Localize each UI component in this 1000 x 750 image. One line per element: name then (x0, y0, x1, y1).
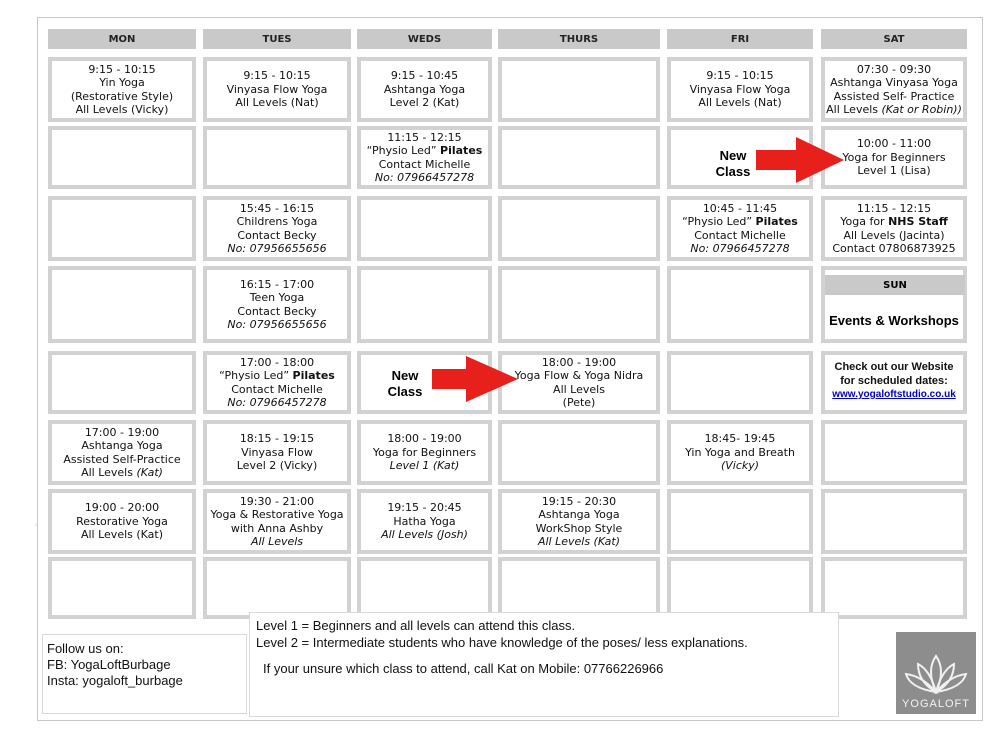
cell-row (379, 158, 471, 172)
header-tues: TUES (203, 29, 351, 49)
cell-line: 19:00 - 20:00 (84, 501, 160, 515)
cell-line: 18:00 - 19:00 (387, 432, 462, 446)
cell-row (857, 202, 931, 216)
class-cell-fri_r1 (667, 57, 813, 122)
cell-line: Yoga & Restorative Yoga (210, 508, 344, 521)
cell-row (840, 215, 948, 229)
cell-row (81, 439, 162, 453)
cell-row (857, 137, 931, 151)
class-cell-tue_r5 (203, 351, 351, 414)
cell-line: 10:00 - 11:00 (856, 137, 932, 151)
cell-row (536, 522, 623, 536)
cell-line: Contact Michelle (694, 228, 786, 242)
cell-line: 07:30 - 09:30 (856, 62, 932, 76)
cell-line: Yoga for Beginners (372, 445, 477, 459)
cell-row (843, 229, 944, 243)
cell-line: Contact Becky (237, 228, 317, 242)
cell-line: Vinyasa Flow Yoga (689, 82, 791, 96)
cell-line: 17:00 - 19:00 (84, 425, 160, 439)
class-cell-mon_r2 (48, 126, 196, 189)
header-fri: FRI (667, 29, 813, 49)
cell-line: “Physio Led” (682, 215, 756, 228)
cell-row (251, 535, 303, 549)
cell-row (240, 432, 314, 446)
cell-line: (Restorative Style) (70, 89, 174, 103)
follow-heading: Follow us on: (47, 641, 124, 656)
cell-line: Pilates (755, 215, 798, 228)
cell-line: All Levels (81, 466, 137, 479)
cell-row (705, 432, 776, 446)
cell-row (387, 131, 461, 145)
class-cell-sat_r3 (821, 196, 967, 261)
class-cell-wed_r7 (357, 489, 492, 554)
follow-facebook: FB: YogaLoftBurbage (47, 657, 171, 672)
cell-line: Contact Becky (237, 304, 317, 318)
cell-row (563, 396, 596, 410)
class-cell-tue_r4 (203, 266, 351, 343)
header-sun: SUN (825, 275, 965, 295)
follow-box (42, 634, 247, 714)
class-cell-tue_r7 (203, 489, 351, 554)
cell-line: “Physio Led” (366, 144, 441, 157)
cell-row (240, 202, 314, 216)
cell-row (231, 522, 323, 536)
cell-row (210, 508, 343, 522)
cell-line: 17:00 - 18:00 (239, 355, 315, 369)
header-sat: SAT (821, 29, 967, 49)
cell-line: Assisted Self-Practice (63, 452, 181, 466)
cell-line: All Levels (Vicky) (75, 103, 169, 116)
cell-line: All Levels (826, 103, 882, 116)
cell-line: Vinyasa Flow (241, 445, 313, 459)
class-cell-mon_r5 (48, 351, 196, 414)
header-thurs: THURS (498, 29, 660, 49)
class-cell-thu_r3 (498, 196, 660, 261)
cell-line: All Levels (250, 535, 304, 548)
arrow-icon (756, 137, 846, 183)
cell-line: Yin Yoga and Breath (685, 445, 795, 459)
cell-row (842, 151, 945, 165)
cell-line: (Kat) (136, 466, 163, 479)
cell-row (830, 76, 958, 90)
new-class-line2: Class (387, 384, 423, 399)
cell-line: (Pete) (562, 396, 596, 409)
cell-row (682, 215, 798, 229)
cell-row (857, 164, 930, 178)
class-cell-fri_r3 (667, 196, 813, 261)
class-cell-thu_r4 (498, 266, 660, 343)
cell-line: No: 07966457278 (227, 396, 327, 409)
cell-line: 9:15 - 10:15 (243, 69, 311, 83)
cell-line: All Levels (Nat) (698, 96, 782, 110)
class-cell-fri_r8 (667, 557, 813, 619)
cell-line: Ashtanga Yoga (538, 508, 620, 521)
cell-line: NHS Staff (888, 215, 948, 228)
cell-row (63, 453, 180, 467)
cell-line: 16:15 - 17:00 (239, 277, 315, 291)
class-cell-sat_r8 (821, 557, 967, 619)
cell-line: All Levels (Kat) (537, 535, 621, 548)
cell-line: Assisted Self- Practice (833, 89, 955, 103)
cell-row (390, 459, 460, 473)
cell-row (240, 278, 314, 292)
cell-line: Teen Yoga (249, 291, 305, 304)
cell-row (542, 356, 616, 370)
cell-row (373, 446, 476, 460)
cell-row (832, 242, 955, 256)
cell-line: Restorative Yoga (76, 514, 168, 528)
class-cell-sat_r6 (821, 420, 967, 485)
cell-row (538, 508, 619, 522)
cell-line: 11:15 - 12:15 (856, 201, 932, 215)
class-cell-wed_r4 (357, 266, 492, 343)
class-cell-wed_r8 (357, 557, 492, 619)
cell-row (237, 215, 318, 229)
class-cell-fri_r4 (667, 266, 813, 343)
class-cell-wed_r3 (357, 196, 492, 261)
cell-line: 15:45 - 16:15 (239, 201, 315, 215)
cell-line: Level 2 (Vicky) (236, 459, 318, 473)
cell-line: Childrens Yoga (236, 215, 318, 228)
new-class-line1: New (719, 148, 747, 163)
cell-row (690, 242, 789, 256)
cell-row (703, 202, 777, 216)
cell-row (240, 356, 314, 370)
cell-row (227, 83, 328, 97)
cell-row (698, 96, 781, 110)
cell-row (85, 501, 159, 515)
class-cell-thu_r8 (498, 557, 660, 619)
class-cell-sat_r7 (821, 489, 967, 554)
cell-row (706, 69, 773, 83)
legend-box (249, 612, 839, 717)
class-cell-fri_r5 (667, 351, 813, 414)
cell-row (237, 459, 318, 473)
cell-line: Contact Michelle (231, 382, 323, 396)
new-class-label-thurs (380, 368, 430, 400)
cell-line: (Vicky) (720, 459, 760, 473)
cell-line: 19:15 - 20:30 (541, 494, 617, 508)
cell-line: 19:30 - 21:00 (239, 494, 315, 508)
cell-line: All Levels (Jacinta) (843, 228, 945, 242)
cell-line: 11:15 - 12:15 (387, 130, 462, 144)
cell-line: Level 1 (Lisa) (857, 164, 931, 178)
class-cell-tue_r1 (203, 57, 351, 122)
cell-row (390, 96, 460, 110)
cell-row (375, 171, 474, 185)
class-cell-mon_r6 (48, 420, 196, 485)
cell-line: No: 07956655656 (227, 318, 327, 331)
cell-row (721, 459, 759, 473)
new-class-line2: Class (715, 164, 751, 179)
legend-level2: Level 2 = Intermediate students who have knowledge of the poses/ less explanations. (256, 635, 748, 650)
header-weds: WEDS (357, 29, 492, 49)
cell-row (553, 383, 605, 397)
cell-row (384, 83, 465, 97)
class-cell-thu_r1 (498, 57, 660, 122)
cell-row (367, 144, 483, 158)
cell-line: (Kat or Robin)) (881, 103, 962, 116)
cell-row (227, 242, 326, 256)
class-cell-thu_r7 (498, 489, 660, 554)
cell-row (99, 76, 145, 90)
cell-row (235, 96, 318, 110)
cell-line: Yoga for Beginners (842, 150, 946, 164)
cell-row (85, 426, 159, 440)
cell-line: All Levels (Kat) (80, 528, 164, 542)
cell-line: All Levels (553, 382, 605, 396)
follow-instagram: Insta: yogaloft_burbage (47, 673, 183, 688)
cell-row (227, 318, 326, 332)
class-cell-tue_r2 (203, 126, 351, 189)
cell-line: Contact Michelle (378, 157, 471, 171)
class-cell-fri_r7 (667, 489, 813, 554)
cell-line: WorkShop Style (535, 521, 623, 535)
class-cell-thu_r2 (498, 126, 660, 189)
cell-row (393, 515, 455, 529)
cell-line: 18:45- 19:45 (704, 432, 776, 446)
class-cell-fri_r6 (667, 420, 813, 485)
cell-row (690, 83, 791, 97)
cell-line: “Physio Led” (219, 369, 293, 382)
cell-row (227, 396, 326, 410)
class-cell-thu_r5 (498, 351, 660, 414)
cell-row (381, 528, 468, 542)
class-cell-tue_r3 (203, 196, 351, 261)
cell-row (857, 63, 931, 77)
cell-line: 9:15 - 10:15 (706, 69, 774, 83)
cell-row (76, 103, 169, 117)
cell-row (241, 446, 313, 460)
cell-row (88, 63, 155, 77)
class-cell-wed_r2 (357, 126, 492, 189)
class-cell-wed_r1 (357, 57, 492, 122)
cell-line: Level 1 (Kat) (389, 459, 460, 473)
cell-row (237, 229, 316, 243)
cell-line: Pilates (440, 144, 483, 157)
cell-line: 18:15 - 19:15 (239, 432, 315, 446)
website-line1: Check out our Website (834, 361, 954, 373)
new-class-line1: New (391, 368, 419, 383)
class-cell-sat_r1 (821, 57, 967, 122)
cell-row (834, 90, 955, 104)
cell-line: Hatha Yoga (393, 514, 456, 528)
cell-row (231, 383, 323, 397)
cell-line: Contact 07806873925 (832, 242, 956, 255)
cell-row (694, 229, 786, 243)
cell-line: 10:45 - 11:45 (702, 201, 778, 215)
cell-row (391, 69, 458, 83)
cell-row (826, 103, 962, 117)
class-cell-thu_r6 (498, 420, 660, 485)
cell-line: Level 2 (Kat) (389, 96, 460, 110)
cell-row (71, 90, 173, 104)
cell-row (243, 69, 310, 83)
cell-row (240, 495, 314, 509)
events-workshops: Events & Workshops (829, 312, 959, 328)
cell-line: No: 07966457278 (690, 242, 790, 255)
cell-line: Ashtanga Vinyasa Yoga (830, 76, 958, 89)
class-cell-wed_r6 (357, 420, 492, 485)
class-cell-mon_r1 (48, 57, 196, 122)
legend-level1: Level 1 = Beginners and all levels can attend this class. (256, 618, 576, 633)
cell-line: Yin Yoga (99, 76, 145, 89)
cell-line: All Levels (Nat) (235, 96, 319, 110)
new-class-label-sat (708, 148, 758, 180)
cell-line: All Levels (Josh) (381, 528, 468, 542)
arrow-icon (432, 356, 522, 402)
cell-row (542, 495, 616, 509)
legend-call: If your unsure which class to attend, call Kat on Mobile: 07766226966 (263, 661, 664, 676)
cell-row (237, 305, 316, 319)
cell-line: No: 07956655656 (227, 242, 327, 255)
class-cell-mon_r4 (48, 266, 196, 343)
cell-line: Ashtanga Yoga (383, 82, 466, 96)
cell-line: 19:15 - 20:45 (387, 501, 462, 515)
cell-line: with Anna Ashby (230, 521, 324, 535)
class-cell-mon_r7 (48, 489, 196, 554)
cell-row (250, 291, 305, 305)
website-link[interactable]: www.yogaloftstudio.co.uk (832, 389, 956, 400)
cell-row (515, 369, 644, 383)
website-cell (820, 351, 968, 411)
website-line2: for scheduled dates: (840, 375, 948, 387)
cell-line: 9:15 - 10:45 (390, 69, 459, 83)
cell-row (81, 528, 163, 542)
class-cell-tue_r8 (203, 557, 351, 619)
cell-line: No: 07966457278 (374, 171, 475, 184)
cell-row (685, 446, 795, 460)
cell-line: Vinyasa Flow Yoga (226, 82, 328, 96)
cell-line: 18:00 - 19:00 (541, 355, 617, 369)
cell-row (387, 432, 461, 446)
lotus-icon (904, 652, 968, 698)
logo-text: YOGALOFT (902, 698, 970, 710)
cell-line: Pilates (292, 369, 335, 382)
class-cell-mon_r3 (48, 196, 196, 261)
cell-row (76, 515, 168, 529)
cell-row (538, 535, 620, 549)
header-mon: MON (48, 29, 196, 49)
cell-row (81, 466, 163, 480)
cell-row (219, 369, 335, 383)
class-cell-mon_r8 (48, 557, 196, 619)
cell-row (387, 501, 461, 515)
cell-line: Yoga for (840, 215, 889, 228)
yogaloft-logo (896, 632, 976, 714)
cell-line: Yoga Flow & Yoga Nidra (514, 369, 644, 382)
class-cell-tue_r6 (203, 420, 351, 485)
cell-line: Ashtanga Yoga (81, 439, 163, 452)
cell-line: 9:15 - 10:15 (88, 62, 156, 76)
